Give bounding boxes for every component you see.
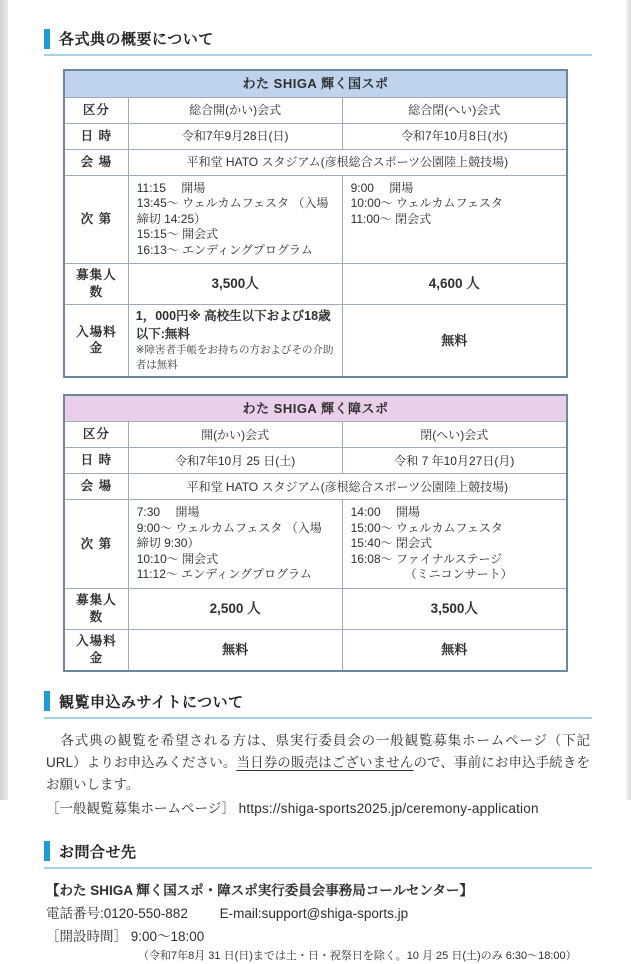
cell-category-opening: 開(かい)会式 xyxy=(128,422,342,448)
blue-accent-bar xyxy=(44,29,50,49)
page-left-edge-shadow xyxy=(0,0,8,800)
section-title-contact: お問合せ先 xyxy=(59,843,137,861)
program-line: 11:15 開場 xyxy=(136,180,206,195)
contact-phone-email-line xyxy=(46,902,590,925)
program-line: 14:00 開場 xyxy=(350,505,420,520)
cell-program-opening xyxy=(128,175,342,264)
program-line: 10:00～ ウェルカムフェスタ xyxy=(350,196,503,211)
cell-capacity-closing: 3,500人 xyxy=(342,589,567,630)
row-label-capacity: 募集人数 xyxy=(64,589,128,630)
table-row xyxy=(64,395,567,422)
row-label-datetime: 日 時 xyxy=(64,448,128,474)
cell-date-opening: 令和7年10月 25 日(土) xyxy=(128,448,342,474)
table-row xyxy=(64,448,567,474)
application-text-before: 各式典の観覧を希望される方は、県実行委員会の一般観覧募集ホームページ（下記 URL）よりお申込みください。 xyxy=(46,732,590,770)
table-row xyxy=(64,305,567,377)
application-url-line xyxy=(46,798,590,820)
blue-accent-bar xyxy=(44,691,50,711)
cell-admission-opening xyxy=(128,305,342,377)
table-shospo xyxy=(63,394,568,672)
row-label-venue: 会 場 xyxy=(64,474,128,500)
table-row xyxy=(64,422,567,448)
cell-category-closing: 総合閉(へい)会式 xyxy=(342,97,567,123)
table-kokuspo-title: わた SHIGA 輝く国スポ xyxy=(64,70,567,97)
contact-phone: 電話番号:0120-550-882 xyxy=(46,905,188,921)
application-paragraph xyxy=(46,730,590,796)
table-row xyxy=(64,589,567,630)
cell-admission-opening: 無料 xyxy=(128,629,342,670)
contact-hours: ［開設時間］ 9:00～18:00 xyxy=(46,928,205,944)
contact-organization: 【わた SHIGA 輝く国スポ・障スポ実行委員会事務局コールセンター】 xyxy=(46,882,473,898)
contact-email: E-mail:support@shiga-sports.jp xyxy=(219,905,409,921)
cell-program-opening xyxy=(128,500,342,589)
program-line: 9:00 開場 xyxy=(350,180,414,195)
cell-date-opening: 令和7年9月28日(日) xyxy=(128,123,342,149)
cell-capacity-opening: 3,500人 xyxy=(128,264,342,305)
program-line: 10:10～ 開会式 xyxy=(136,551,219,566)
program-line: 13:45～ ウェルカムフェスタ （入場締切 14:25） xyxy=(136,196,329,226)
row-label-capacity: 募集人数 xyxy=(64,264,128,305)
blue-accent-bar xyxy=(44,841,50,861)
section-title-overview: 各式典の概要について xyxy=(59,31,214,48)
section-title-application: 観覧申込みサイトについて xyxy=(59,693,244,711)
program-line: （ミニコンサート） xyxy=(350,567,513,582)
table-kokuspo xyxy=(63,69,568,378)
table-row xyxy=(64,474,567,500)
contact-hours-note: （令和7年8月 31 日(日)までは土・日・祝祭日を除く。10 月 25 日(土)のみ 6:30～18:00） xyxy=(138,949,577,962)
table-row xyxy=(64,175,567,264)
table-row xyxy=(64,629,567,670)
row-label-datetime: 日 時 xyxy=(64,123,128,149)
cell-date-closing: 令和 7 年10月27日(月) xyxy=(342,448,567,474)
program-line: 15:00～ ウェルカムフェスタ xyxy=(350,520,503,535)
document-content xyxy=(44,28,592,964)
admission-fee-main: 1，000円※ 高校生以下および18歳以下:無料 xyxy=(135,309,331,341)
cell-category-opening: 総合開(かい)会式 xyxy=(128,97,342,123)
cell-capacity-closing: 4,600 人 xyxy=(342,264,567,305)
row-label-category: 区分 xyxy=(64,422,128,448)
cell-category-closing: 閉(へい)会式 xyxy=(342,422,567,448)
program-line: 15:15～ 開会式 xyxy=(136,227,219,242)
cell-capacity-opening: 2,500 人 xyxy=(128,589,342,630)
section-contact xyxy=(44,841,592,964)
cell-venue: 平和堂 HATO スタジアム(彦根総合スポーツ公園陸上競技場) xyxy=(128,149,567,175)
table-shospo-title: わた SHIGA 輝く障スポ xyxy=(64,395,567,422)
cell-admission-closing: 無料 xyxy=(342,305,567,377)
row-label-venue: 会 場 xyxy=(64,149,128,175)
section-header-application xyxy=(44,691,592,719)
program-line: 15:40～ 閉会式 xyxy=(350,536,432,551)
row-label-program: 次 第 xyxy=(64,175,128,264)
cell-program-closing xyxy=(342,175,567,264)
cell-date-closing: 令和7年10月8日(水) xyxy=(342,123,567,149)
program-line: 16:08～ ファイナルステージ xyxy=(350,551,503,566)
application-text-after: ので、事前にお申込手続きをお願いします。 xyxy=(46,754,591,792)
application-url-label: ［一般観覧募集ホームページ］ xyxy=(46,800,235,816)
application-url: https://shiga-sports2025.jp/ceremony-application xyxy=(238,800,539,816)
table-row xyxy=(64,123,567,149)
table-row xyxy=(64,97,567,123)
program-line: 11:00～ 閉会式 xyxy=(350,211,432,226)
row-label-admission: 入場料金 xyxy=(64,629,128,670)
cell-venue: 平和堂 HATO スタジアム(彦根総合スポーツ公園陸上競技場) xyxy=(128,474,567,500)
row-label-category: 区分 xyxy=(64,97,128,123)
section-header-overview xyxy=(44,28,592,56)
section-header-contact xyxy=(44,841,592,869)
cell-program-closing xyxy=(342,500,567,589)
table-row xyxy=(64,264,567,305)
page-right-edge-shadow xyxy=(626,0,631,800)
program-line: 7:30 開場 xyxy=(136,505,200,520)
table-row xyxy=(64,70,567,97)
contact-body xyxy=(46,879,590,964)
cell-admission-closing: 無料 xyxy=(342,629,567,670)
row-label-admission: 入場料金 xyxy=(64,305,128,377)
section-application xyxy=(44,691,592,820)
row-label-program: 次 第 xyxy=(64,500,128,589)
table-row xyxy=(64,500,567,589)
program-line: 11:12～ エンディングプログラム xyxy=(136,567,312,582)
program-line: 16:13～ エンディングプログラム xyxy=(136,242,313,257)
application-text-underlined: 当日券の販売はございません xyxy=(236,754,414,770)
admission-fee-note: ※障害者手帳をお持ちの方およびその介助者は無料 xyxy=(135,344,334,371)
program-line: 9:00～ ウェルカムフェスタ （入場締切 9:30） xyxy=(136,520,322,551)
table-row xyxy=(64,149,567,175)
